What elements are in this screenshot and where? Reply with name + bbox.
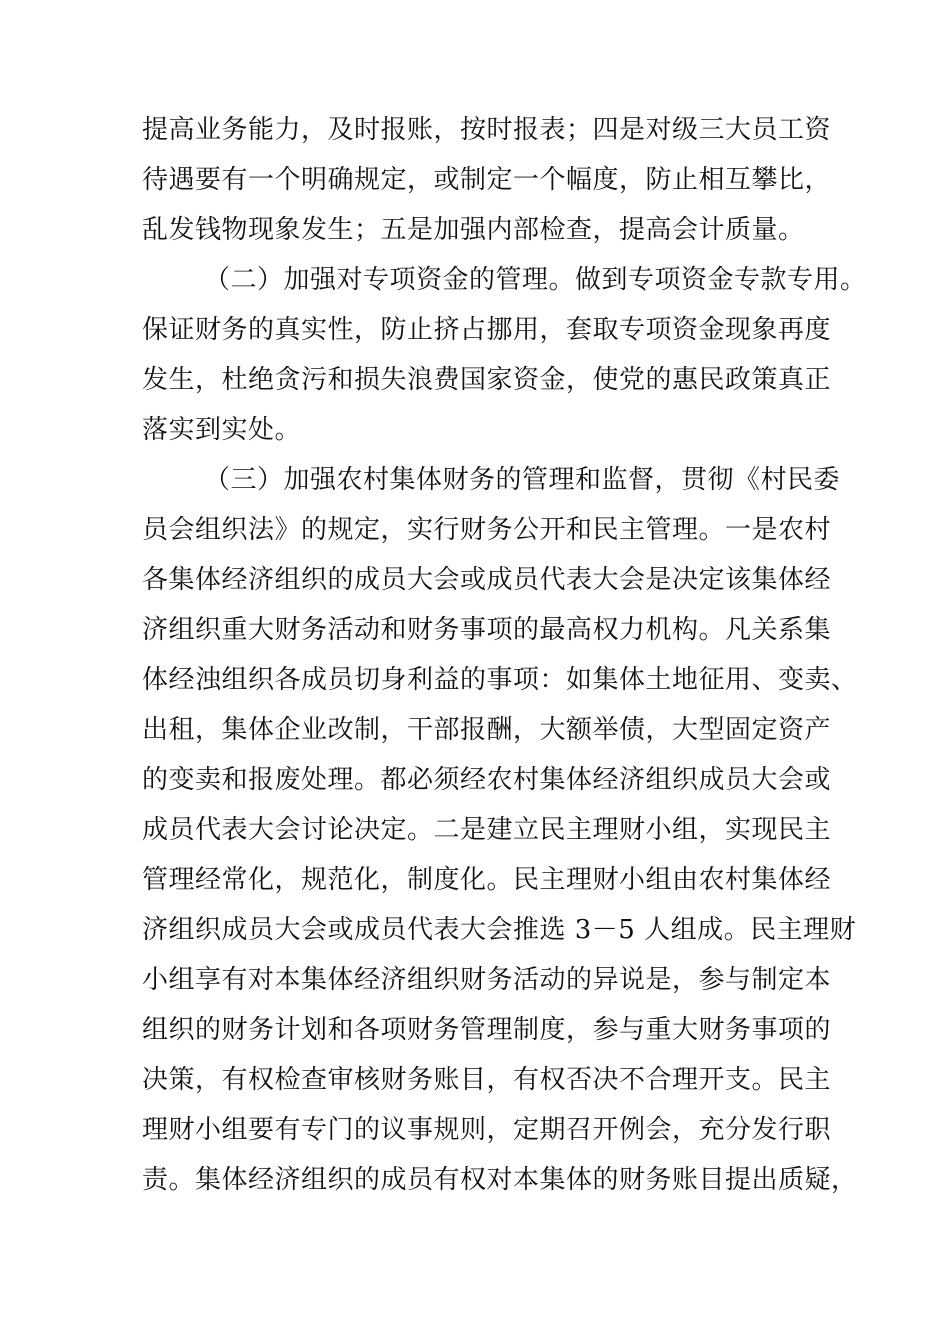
text-line: 待遇要有一个明确规定，或制定一个幅度，防止相互攀比，: [142, 165, 832, 195]
text-line: 责。集体经济组织的成员有权对本集体的财务账目提出质疑，: [142, 1165, 858, 1195]
text-line: 员会组织法》的规定，实行财务公开和民主管理。一是农村: [142, 515, 832, 545]
text-line: 组织的财务计划和各项财务管理制度，参与重大财务事项的: [142, 1015, 832, 1045]
text-line: 落实到实处。: [142, 415, 302, 445]
paragraph-start-line: （二）加强对专项资金的管理。做到专项资金专款专用。: [204, 265, 867, 295]
text-line: 乱发钱物现象发生；五是加强内部检查，提高会计质量。: [142, 215, 805, 245]
text-line: 成员代表大会讨论决定。二是建立民主理财小组，实现民主: [142, 815, 832, 845]
text-line: 小组享有对本集体经济组织财务活动的异说是，参与制定本: [142, 965, 832, 995]
text-line: 各集体经济组织的成员大会或成员代表大会是决定该集体经: [142, 565, 832, 595]
text-line: 济组织重大财务活动和财务事项的最高权力机构。凡关系集: [142, 615, 832, 645]
text-line: 理财小组要有专门的议事规则，定期召开例会，充分发行职: [142, 1115, 832, 1145]
text-line: 体经浊组织各成员切身利益的事项：如集体土地征用、变卖、: [142, 665, 858, 695]
text-line: 提高业务能力，及时报账，按时报表；四是对级三大员工资: [142, 115, 832, 145]
text-line: 出租，集体企业改制，干部报酬，大额举债，大型固定资产: [142, 715, 832, 745]
text-line: 济组织成员大会或成员代表大会推选 3－5 人组成。民主理财: [142, 915, 857, 945]
paragraph-start-line: （三）加强农村集体财务的管理和监督，贯彻《村民委: [204, 465, 841, 495]
text-line: 发生，杜绝贪污和损失浪费国家资金，使党的惠民政策真正: [142, 365, 832, 395]
text-line: 保证财务的真实性，防止挤占挪用，套取专项资金现象再度: [142, 315, 832, 345]
text-line: 决策，有权检查审核财务账目，有权否决不合理开支。民主: [142, 1065, 832, 1095]
text-line: 的变卖和报废处理。都必须经农村集体经济组织成员大会或: [142, 765, 832, 795]
text-line: 管理经常化，规范化，制度化。民主理财小组由农村集体经: [142, 865, 832, 895]
